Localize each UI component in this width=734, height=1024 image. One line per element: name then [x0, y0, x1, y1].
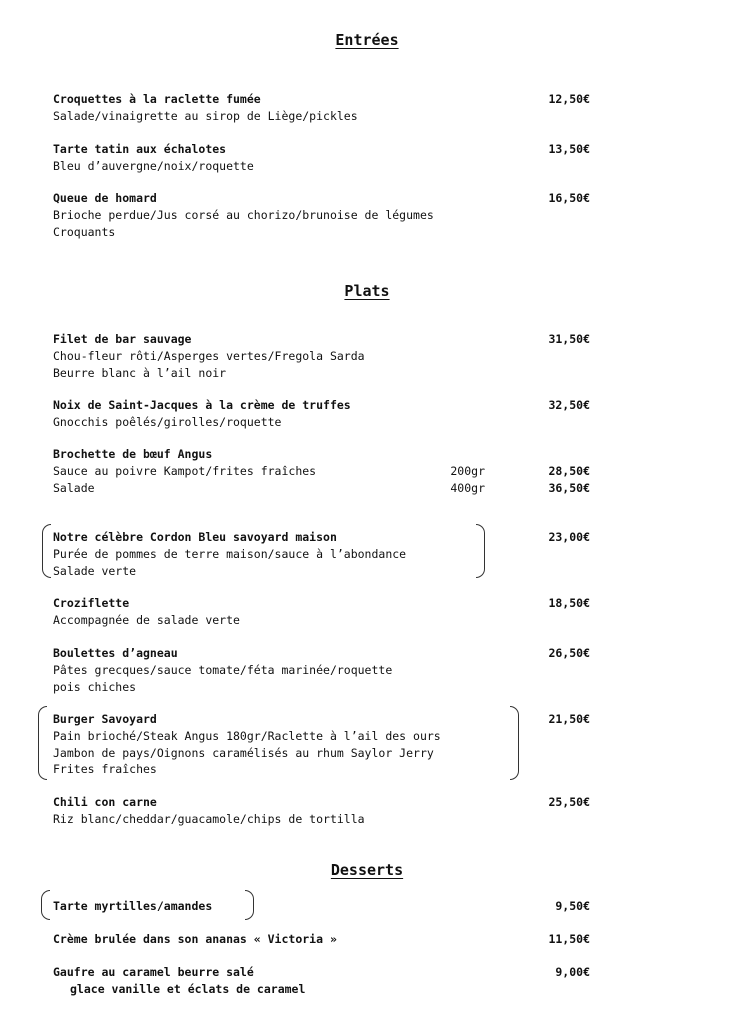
- item-desc: Beurre blanc à l’ail noir: [53, 366, 227, 380]
- item-desc: Riz blanc/cheddar/guacamole/chips de tortilla: [53, 812, 365, 826]
- item-desc: Bleu d’auvergne/noix/roquette: [53, 159, 254, 173]
- item-weight: 400gr: [450, 481, 485, 495]
- item-price: 21,50€: [548, 712, 590, 726]
- item-name: Tarte myrtilles/amandes: [53, 899, 213, 913]
- item-name: Tarte tatin aux échalotes: [53, 142, 227, 156]
- item-desc: Croquants: [53, 225, 116, 239]
- item-desc: Jambon de pays/Oignons caramélisés au rhum Saylor Jerry: [53, 746, 434, 760]
- item-name: Noix de Saint-Jacques à la crème de truffes: [53, 398, 351, 412]
- section-title-entrees: Entrées: [335, 31, 399, 49]
- item-desc: Salade verte: [53, 564, 137, 578]
- item-desc: Pain brioché/Steak Angus 180gr/Raclette à l’ail des ours: [53, 729, 441, 743]
- item-desc: Salade: [53, 481, 95, 495]
- item-name: Chili con carne: [53, 795, 157, 809]
- item-price: 12,50€: [548, 92, 590, 106]
- bracket-left: [38, 706, 47, 780]
- bracket-left: [41, 890, 50, 920]
- item-desc: Pâtes grecques/sauce tomate/féta marinée/roquette: [53, 663, 393, 677]
- item-price: 18,50€: [548, 596, 590, 610]
- item-price: 31,50€: [548, 332, 590, 346]
- item-name: Croziflette: [53, 596, 130, 610]
- section-title-plats: Plats: [344, 282, 390, 300]
- item-weight: 200gr: [450, 464, 485, 478]
- item-price: 32,50€: [548, 398, 590, 412]
- item-desc: Frites fraîches: [53, 762, 157, 776]
- item-name: Brochette de bœuf Angus: [53, 447, 213, 461]
- item-name: Queue de homard: [53, 191, 157, 205]
- item-desc: pois chiches: [53, 680, 137, 694]
- item-name: Filet de bar sauvage: [53, 332, 192, 346]
- item-price: 25,50€: [548, 795, 590, 809]
- bracket-left: [42, 524, 51, 578]
- item-desc: Brioche perdue/Jus corsé au chorizo/brunoise de légumes: [53, 208, 434, 222]
- item-desc: Accompagnée de salade verte: [53, 613, 240, 627]
- item-price: 9,50€: [555, 899, 590, 913]
- item-price: 9,00€: [555, 965, 590, 979]
- item-price: 16,50€: [548, 191, 590, 205]
- item-subname: glace vanille et éclats de caramel: [70, 982, 306, 996]
- bracket-right: [476, 524, 485, 578]
- item-price: 36,50€: [548, 481, 590, 495]
- item-name: Notre célèbre Cordon Bleu savoyard maison: [53, 530, 337, 544]
- item-desc: Chou-fleur rôti/Asperges vertes/Fregola Sarda: [53, 349, 365, 363]
- item-desc: Gnocchis poêlés/girolles/roquette: [53, 415, 282, 429]
- item-price: 26,50€: [548, 646, 590, 660]
- item-name: Burger Savoyard: [53, 712, 157, 726]
- item-price: 23,00€: [548, 530, 590, 544]
- item-name: Boulettes d’agneau: [53, 646, 178, 660]
- item-price: 28,50€: [548, 464, 590, 478]
- section-title-desserts: Desserts: [330, 861, 404, 879]
- item-desc: Salade/vinaigrette au sirop de Liège/pickles: [53, 109, 358, 123]
- item-desc: Sauce au poivre Kampot/frites fraîches: [53, 464, 317, 478]
- item-price: 11,50€: [548, 932, 590, 946]
- item-desc: Purée de pommes de terre maison/sauce à l’abondance: [53, 547, 407, 561]
- item-name: Croquettes à la raclette fumée: [53, 92, 261, 106]
- item-price: 13,50€: [548, 142, 590, 156]
- item-name: Gaufre au caramel beurre salé: [53, 965, 254, 979]
- item-name: Crème brulée dans son ananas « Victoria »: [53, 932, 337, 946]
- bracket-right: [245, 890, 254, 920]
